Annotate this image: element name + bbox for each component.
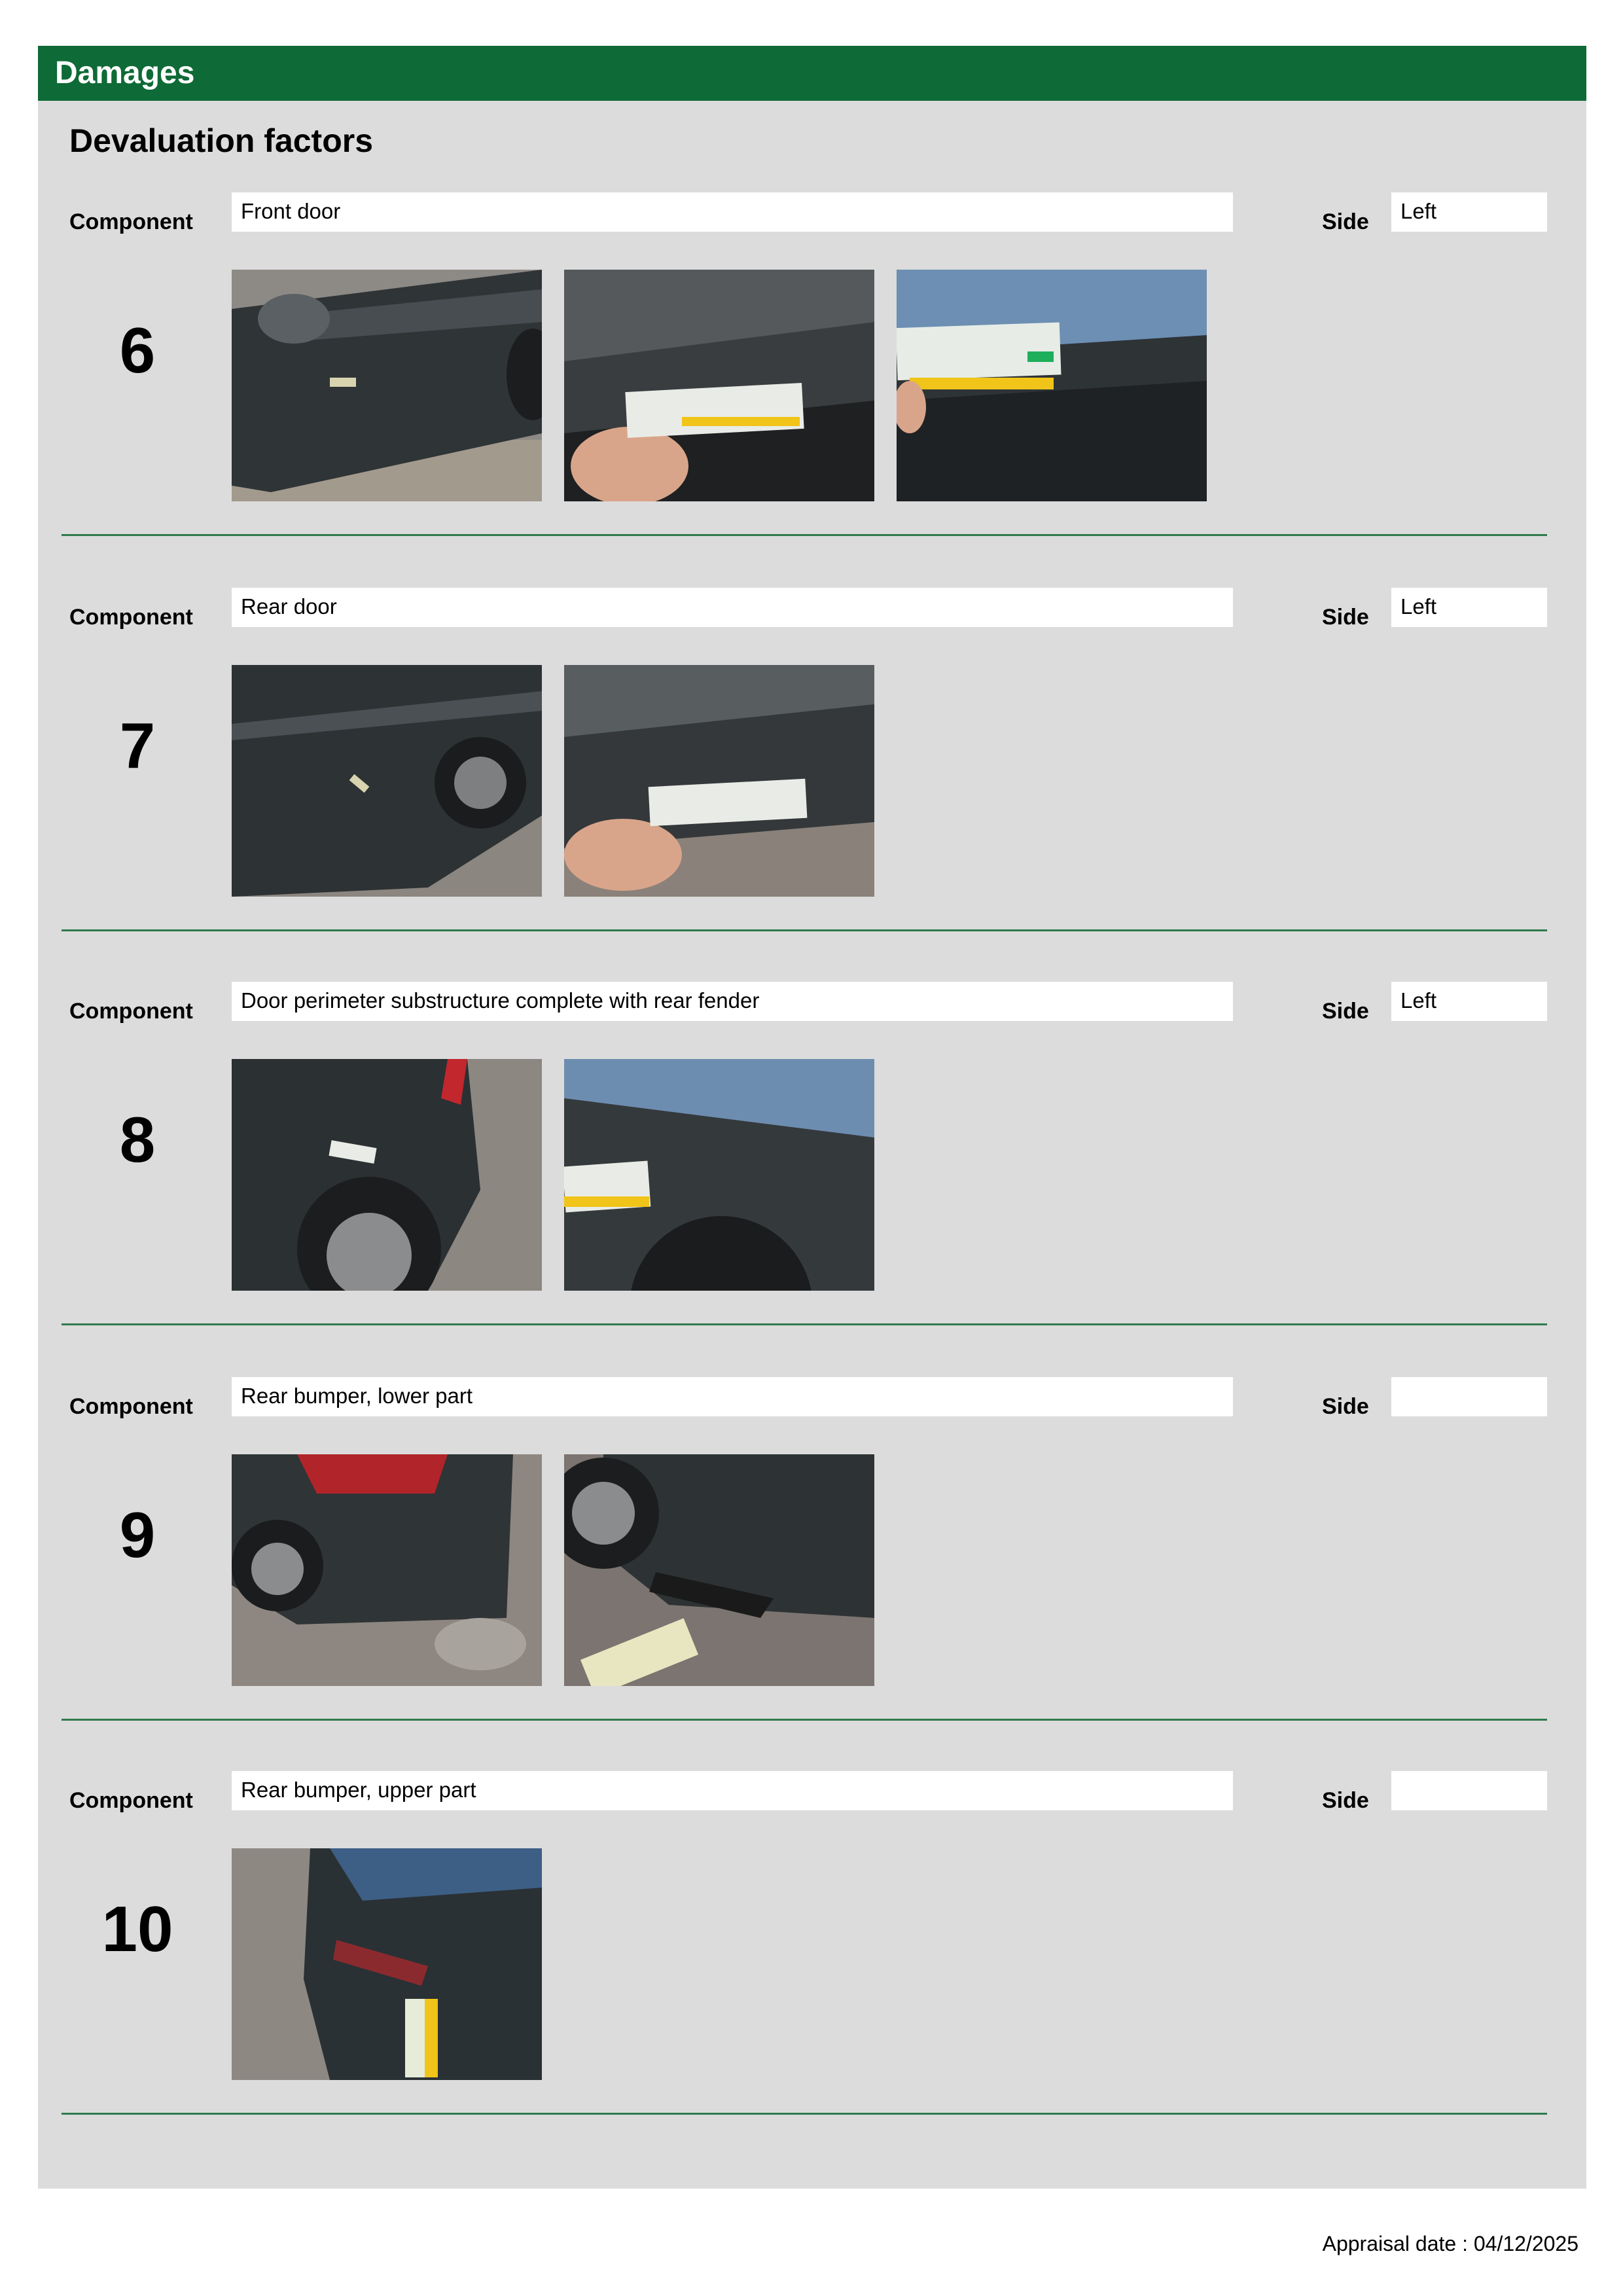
damage-entry bbox=[0, 1771, 1623, 2164]
side-label: Side bbox=[1322, 1394, 1369, 1419]
damage-number: 8 bbox=[119, 1103, 156, 1175]
side-label: Side bbox=[1322, 605, 1369, 630]
car-rear-door-photo[interactable] bbox=[232, 665, 542, 897]
section-divider bbox=[62, 1719, 1547, 1721]
bumper-ruler-photo[interactable] bbox=[232, 1848, 542, 2080]
ruler-fender-photo[interactable] bbox=[564, 1059, 874, 1291]
component-field[interactable]: Rear bumper, lower part bbox=[232, 1377, 1233, 1416]
section-divider bbox=[62, 1323, 1547, 1325]
component-field[interactable]: Front door bbox=[232, 192, 1233, 232]
rear-fender-photo[interactable] bbox=[232, 1059, 542, 1291]
damage-entry bbox=[0, 588, 1623, 980]
section-header bbox=[38, 46, 1586, 101]
bumper-ruler-photo[interactable] bbox=[564, 1454, 874, 1686]
component-label: Component bbox=[69, 1788, 193, 1813]
component-field[interactable]: Door perimeter substructure complete with rear fender bbox=[232, 982, 1233, 1021]
ruler-dent-photo[interactable] bbox=[897, 270, 1207, 501]
side-field[interactable]: Left bbox=[1391, 982, 1547, 1021]
damage-entry bbox=[0, 982, 1623, 1374]
side-field[interactable]: Left bbox=[1391, 192, 1547, 232]
component-label: Component bbox=[69, 209, 193, 234]
ruler-scratch-photo[interactable] bbox=[564, 665, 874, 897]
rear-bumper-photo[interactable] bbox=[232, 1454, 542, 1686]
page-subtitle: Devaluation factors bbox=[69, 122, 374, 159]
side-label: Side bbox=[1322, 999, 1369, 1024]
side-label: Side bbox=[1322, 1788, 1369, 1813]
damage-number: 10 bbox=[101, 1893, 173, 1965]
side-label: Side bbox=[1322, 209, 1369, 234]
section-divider bbox=[62, 929, 1547, 931]
section-title: Damages bbox=[55, 56, 195, 90]
side-field[interactable] bbox=[1391, 1377, 1547, 1416]
damage-number: 7 bbox=[119, 709, 156, 781]
side-field[interactable]: Left bbox=[1391, 588, 1547, 627]
damage-number: 9 bbox=[119, 1499, 156, 1571]
component-label: Component bbox=[69, 1394, 193, 1419]
damage-entry bbox=[0, 1377, 1623, 1770]
section-divider bbox=[62, 2113, 1547, 2115]
car-side-door-photo[interactable] bbox=[232, 270, 542, 501]
appraisal-date: Appraisal date : 04/12/2025 bbox=[1322, 2232, 1578, 2255]
damage-entry bbox=[0, 192, 1623, 585]
component-field[interactable]: Rear bumper, upper part bbox=[232, 1771, 1233, 1810]
component-label: Component bbox=[69, 999, 193, 1024]
component-label: Component bbox=[69, 605, 193, 630]
side-field[interactable] bbox=[1391, 1771, 1547, 1810]
section-divider bbox=[62, 534, 1547, 536]
component-field[interactable]: Rear door bbox=[232, 588, 1233, 627]
damage-number: 6 bbox=[119, 314, 156, 386]
ruler-scratch-photo[interactable] bbox=[564, 270, 874, 501]
